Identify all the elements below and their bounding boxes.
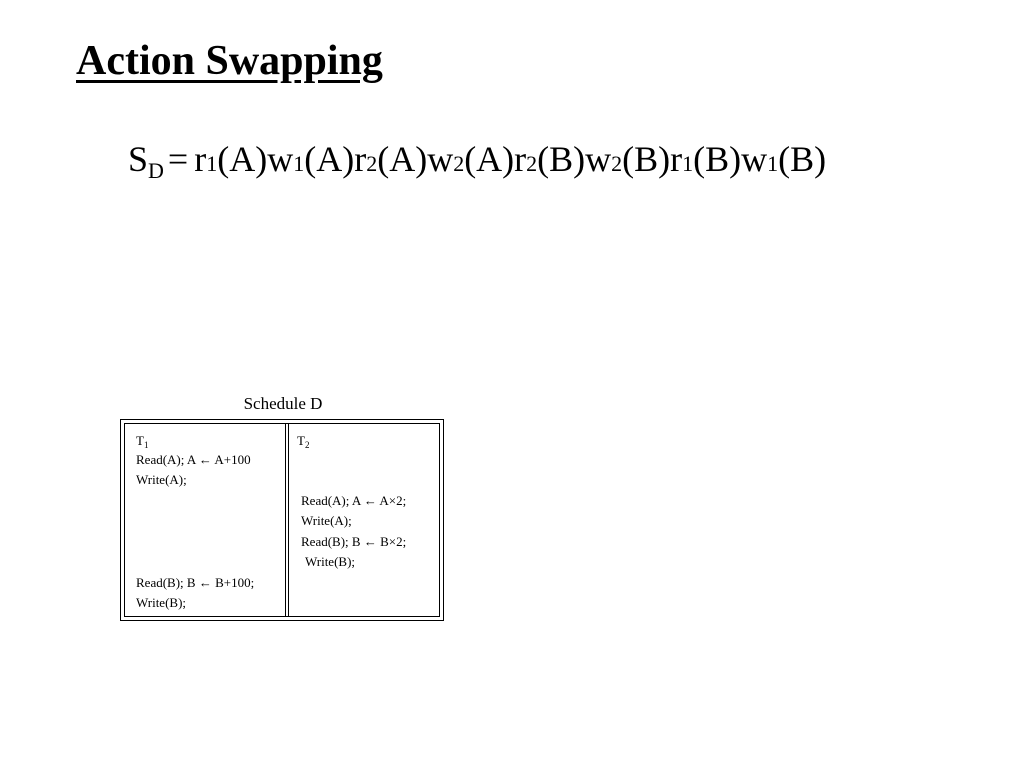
t2-step: Write(A); bbox=[301, 513, 352, 528]
schedule-formula bbox=[128, 138, 826, 181]
formula-op-2: w 1 (A) bbox=[267, 139, 355, 179]
formula-op-1: r 1 (A) bbox=[194, 139, 268, 179]
t2-step: Read(B); B ← B×2; bbox=[301, 534, 407, 549]
formula-lhs: $S_D$ bbox=[128, 139, 164, 183]
t2-step: Write(B); bbox=[305, 554, 356, 569]
t2-step: Read(A); A ← A×2; bbox=[301, 493, 407, 508]
t1-step: Read(A); A ← A+100 bbox=[136, 452, 251, 467]
t1-header: $T_1$ bbox=[136, 433, 149, 450]
column-divider bbox=[285, 424, 286, 616]
t1-step: Write(B); bbox=[136, 595, 187, 610]
t1-step: Write(A); bbox=[136, 472, 187, 487]
formula-op-7: r 1 (B) bbox=[670, 139, 742, 179]
schedule-table-inner bbox=[124, 423, 440, 617]
schedule-table bbox=[120, 419, 444, 621]
formula-equals: = bbox=[167, 139, 189, 179]
formula-op-4: w 2 (A) bbox=[427, 139, 515, 179]
formula-op-5: r 2 (B) bbox=[514, 139, 586, 179]
formula-op-6: w 2 (B) bbox=[585, 139, 671, 179]
formula-op-8: w 1 (B) bbox=[741, 139, 827, 179]
t2-header: $T_2$ bbox=[297, 433, 310, 450]
t1-step: Read(B); B ← B+100; bbox=[136, 575, 255, 590]
schedule-caption: Schedule D bbox=[243, 394, 323, 413]
formula-op-3: r 2 (A) bbox=[354, 139, 428, 179]
slide-title: Action Swapping bbox=[76, 38, 383, 84]
column-divider bbox=[288, 424, 289, 616]
